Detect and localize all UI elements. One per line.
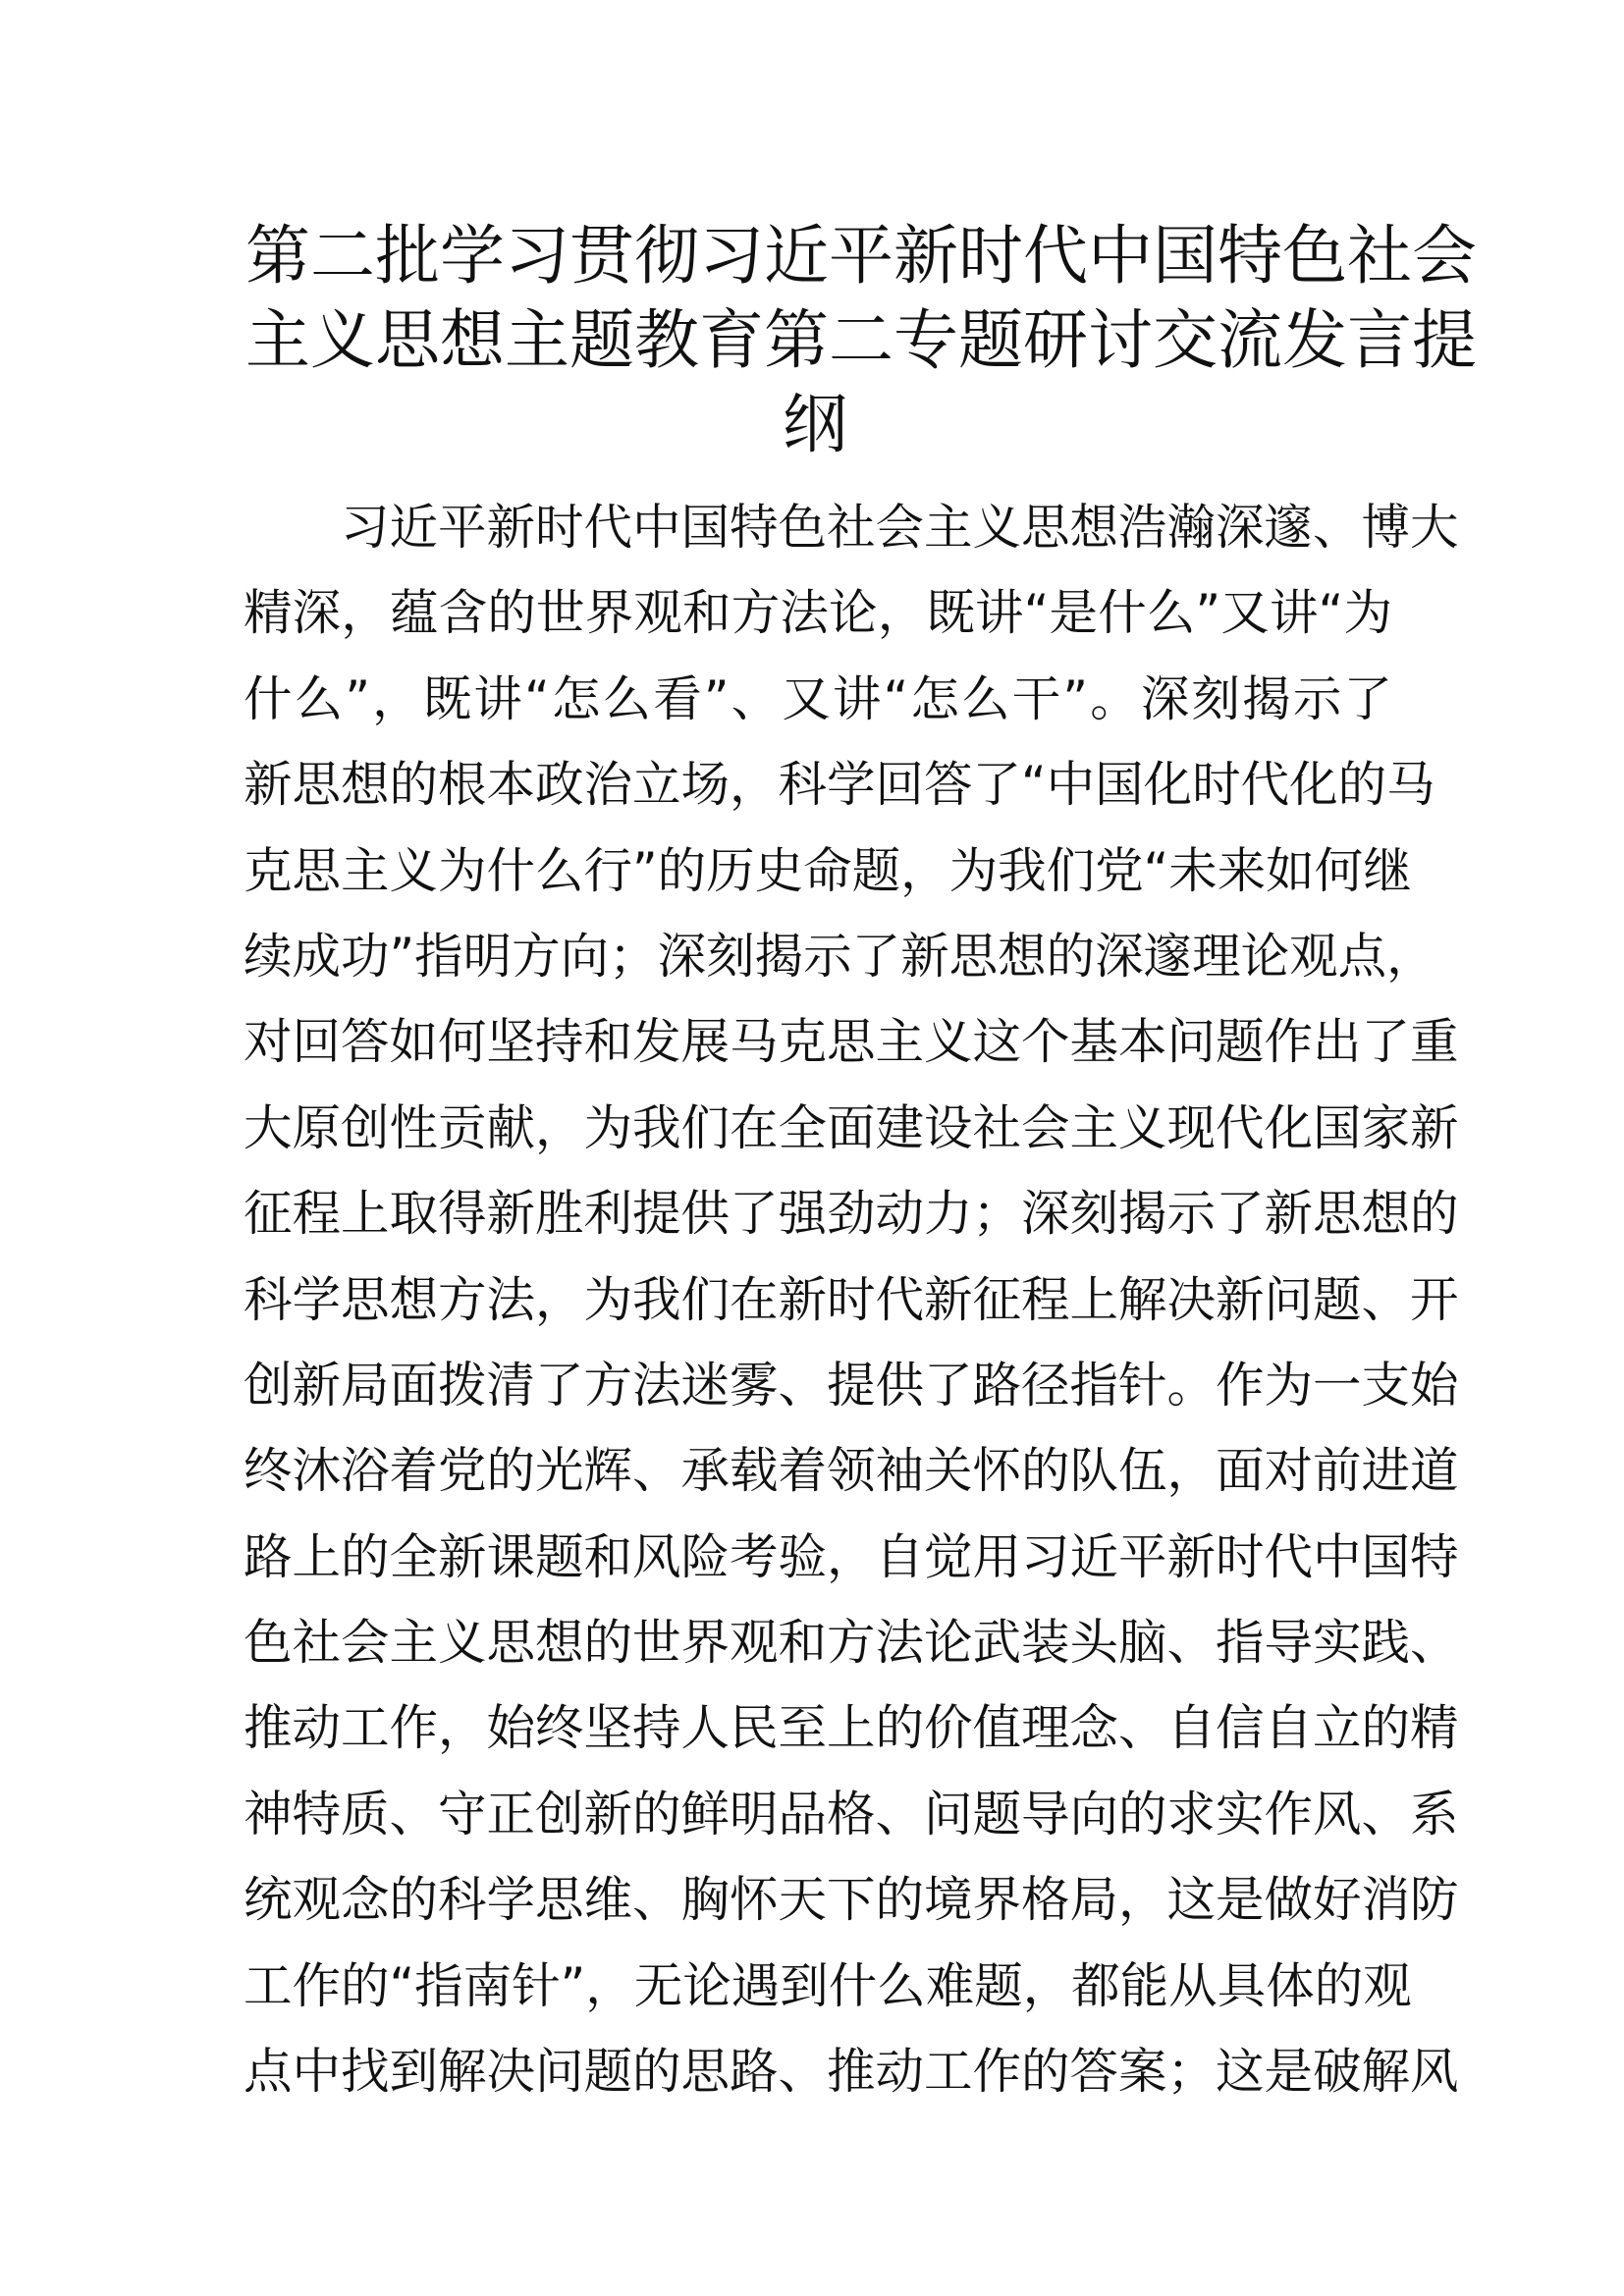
body-line: 大原创性贡献，为我们在全面建设社会主义现代化国家新 [244,1098,1459,1156]
body-line: 创新局面拨清了方法迷雾、提供了路径指针。作为一支始 [244,1356,1459,1414]
body-line: 工作的“指南针”，无论遇到什么难题，都能从具体的观 [244,1956,1412,2014]
title-line: 第二批学习贯彻习近平新时代中国特色社会 [245,218,1477,294]
body-line: 续成功”指明方向；深刻揭示了新思想的深邃理论观点， [244,927,1435,985]
body-line: 精深，蕴含的世界观和方法论，既讲“是什么”又讲“为 [244,584,1392,642]
body-line: 新思想的根本政治立场，科学回答了“中国化时代化的马 [244,756,1435,814]
body-line: 神特质、守正创新的鲜明品格、问题导向的求实作风、系 [244,1785,1459,1842]
body-line: 科学思想方法，为我们在新时代新征程上解决新问题、开 [244,1270,1459,1328]
document-title [245,214,1477,467]
body-line: 征程上取得新胜利提供了强劲动力；深刻揭示了新思想的 [244,1185,1459,1243]
body-line: 统观念的科学思维、胸怀天下的境界格局，这是做好消防 [244,1871,1459,1929]
body-line: 习近平新时代中国特色社会主义思想浩瀚深邃、博大 [341,499,1459,556]
body-line: 什么”，既讲“怎么看”、又讲“怎么干”。深刻揭示了 [244,669,1392,727]
body-line: 克思主义为什么行”的历史命题，为我们党“未来如何继 [244,841,1412,899]
body-line: 对回答如何坚持和发展马克思主义这个基本问题作出了重 [244,1013,1459,1071]
body-line: 终沐浴着党的光辉、承载着领袖关怀的队伍，面对前进道 [244,1442,1459,1500]
body-line: 路上的全新课题和风险考验，自觉用习近平新时代中国特 [244,1527,1459,1585]
body-line: 推动工作，始终坚持人民至上的价值理念、自信自立的精 [244,1699,1459,1757]
body-line: 色社会主义思想的世界观和方法论武装头脑、指导实践、 [244,1614,1459,1672]
title-line: 纲 [783,387,847,462]
body-paragraph [244,485,1459,2114]
body-line: 点中找到解决问题的思路、推动工作的答案；这是破解风 [244,2043,1459,2101]
title-line: 主义思想主题教育第二专题研讨交流发言提 [245,302,1477,378]
